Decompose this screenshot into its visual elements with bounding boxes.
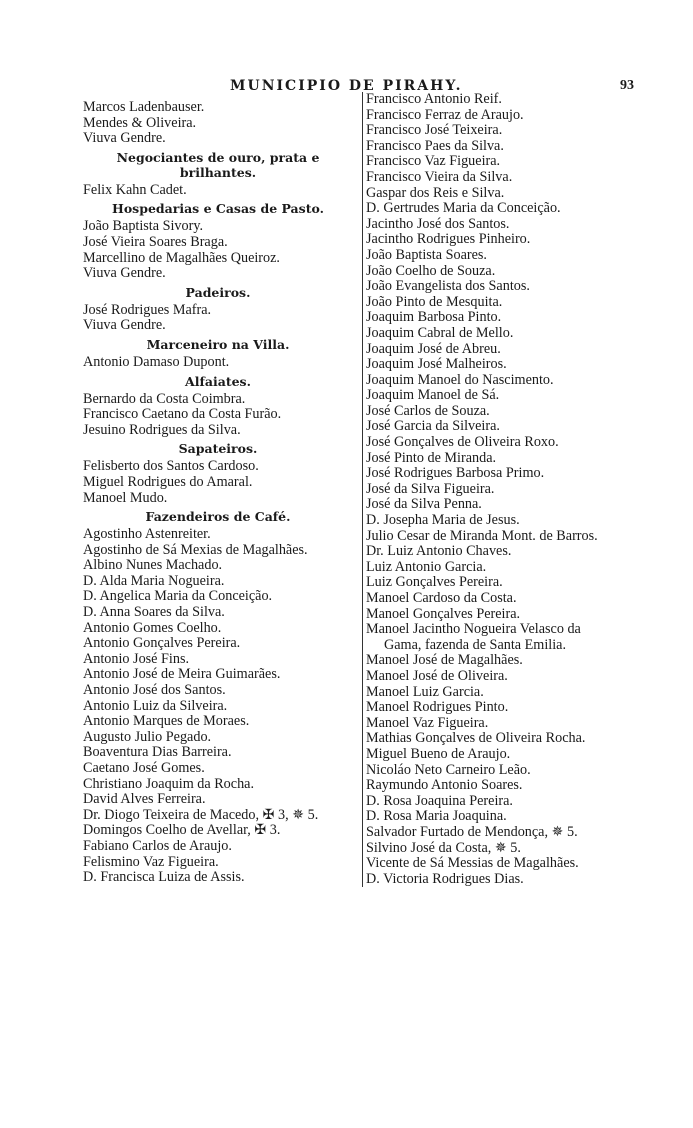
directory-entry: Joaquim Manoel do Nascimento. xyxy=(366,371,554,388)
directory-entry: Gama, fazenda de Santa Emilia. xyxy=(384,636,566,653)
directory-entry: José Garcia da Silveira. xyxy=(366,418,500,435)
directory-entry: Felismino Vaz Figueira. xyxy=(83,853,219,870)
directory-entry: Manoel José de Magalhães. xyxy=(366,652,523,669)
directory-entry: Antonio Marques de Moraes. xyxy=(83,713,250,730)
directory-entry: Augusto Julio Pegado. xyxy=(83,728,212,745)
directory-entry: Jacintho José dos Santos. xyxy=(366,215,510,232)
section-heading: Alfaiates. xyxy=(185,373,251,389)
directory-entry: José Carlos de Souza. xyxy=(366,402,490,419)
directory-entry: Caetano José Gomes. xyxy=(83,760,205,776)
section-heading: Hospedarias e Casas de Pasto. xyxy=(112,201,324,217)
directory-entry: Agostinho Astenreiter. xyxy=(83,526,211,543)
directory-entry: Antonio Luiz da Silveira. xyxy=(83,697,228,714)
directory-entry: D. Rosa Maria Joaquina. xyxy=(366,808,507,825)
directory-entry: Francisco Paes da Silva. xyxy=(366,137,504,154)
directory-entry: Manoel Gonçalves Pereira. xyxy=(366,605,521,622)
directory-entry: Albino Nunes Machado. xyxy=(83,557,223,574)
left-column xyxy=(83,100,353,886)
directory-entry: D. Josepha Maria de Jesus. xyxy=(366,512,520,529)
directory-entry: Miguel Rodrigues do Amaral. xyxy=(83,473,253,490)
directory-entry: Viuva Gendre. xyxy=(83,317,166,334)
directory-entry: José da Silva Penna. xyxy=(366,496,482,513)
directory-entry: David Alves Ferreira. xyxy=(83,791,206,808)
directory-entry: Raymundo Antonio Soares. xyxy=(366,777,523,794)
directory-entry: Jesuino Rodrigues da Silva. xyxy=(83,421,241,438)
directory-entry: D. Alda Maria Nogueira. xyxy=(83,572,225,589)
directory-entry: João Evangelista dos Santos. xyxy=(366,278,530,295)
directory-entry: Bernardo da Costa Coimbra. xyxy=(83,390,246,407)
directory-entry: Francisco Vaz Figueira. xyxy=(366,153,501,170)
directory-entry: Manoel Mudo. xyxy=(83,489,168,506)
section-heading: Padeiros. xyxy=(185,284,251,300)
directory-entry: Antonio José Fins. xyxy=(83,650,190,667)
directory-entry: Viuva Gendre. xyxy=(83,130,166,147)
section-heading: Negociantes de ouro, prata e brilhantes. xyxy=(116,149,320,180)
directory-entry: Domingos Coelho de Avellar, ✠ 3. xyxy=(83,822,281,839)
page-header-title: MUNICIPIO DE PIRAHY. xyxy=(230,78,463,94)
directory-entry: Francisco Vieira da Silva. xyxy=(366,168,513,185)
directory-entry: Mendes & Oliveira. xyxy=(83,114,197,131)
directory-entry: Julio Cesar de Miranda Mont. de Barros. xyxy=(366,527,598,544)
directory-entry: Miguel Bueno de Araujo. xyxy=(366,745,511,762)
directory-entry: Viuva Gendre. xyxy=(83,265,166,282)
directory-entry: Marcos Ladenbauser. xyxy=(83,99,205,115)
directory-entry: Francisco Antonio Reif. xyxy=(366,91,502,107)
directory-entry: João Baptista Sivory. xyxy=(83,218,204,235)
directory-entry: Jacintho Rodrigues Pinheiro. xyxy=(366,231,531,248)
directory-entry: Manoel Jacintho Nogueira Velasco da xyxy=(366,621,581,638)
directory-entry: Manoel Rodrigues Pinto. xyxy=(366,699,509,716)
directory-entry: Manoel Cardoso da Costa. xyxy=(366,590,517,606)
directory-entry: Manoel José de Oliveira. xyxy=(366,667,508,684)
directory-entry: Fabiano Carlos de Araujo. xyxy=(83,837,232,854)
directory-entry: João Baptista Soares. xyxy=(366,246,487,263)
section-heading: Marceneiro na Villa. xyxy=(146,336,290,352)
directory-entry: Felisberto dos Santos Cardoso. xyxy=(83,458,259,475)
directory-entry: Agostinho de Sá Mexias de Magalhães. xyxy=(83,541,308,558)
directory-entry: Felix Kahn Cadet. xyxy=(83,181,187,198)
directory-entry: Manoel Luiz Garcia. xyxy=(366,683,484,700)
directory-entry: Mathias Gonçalves de Oliveira Rocha. xyxy=(366,730,586,747)
right-column xyxy=(362,92,671,887)
directory-entry: João Coelho de Souza. xyxy=(366,262,496,279)
directory-entry: Joaquim José Malheiros. xyxy=(366,356,507,373)
directory-entry: D. Francisca Luiza de Assis. xyxy=(83,869,245,886)
directory-entry: D. Anna Soares da Silva. xyxy=(83,604,225,621)
directory-entry: Boaventura Dias Barreira. xyxy=(83,744,232,761)
directory-entry: Antonio Damaso Dupont. xyxy=(83,353,230,370)
directory-entry: José Rodrigues Barbosa Primo. xyxy=(366,465,545,482)
section-heading: Fazendeiros de Café. xyxy=(145,509,291,525)
directory-entry: José Rodrigues Mafra. xyxy=(83,301,212,318)
directory-entry: Antonio Gonçalves Pereira. xyxy=(83,635,241,652)
directory-entry: D. Gertrudes Maria da Conceição. xyxy=(366,200,561,217)
directory-entry: Joaquim Cabral de Mello. xyxy=(366,324,514,341)
directory-entry: D. Angelica Maria da Conceição. xyxy=(83,588,273,605)
directory-entry: Christiano Joaquim da Rocha. xyxy=(83,775,255,792)
directory-entry: Joaquim Manoel de Sá. xyxy=(366,387,500,404)
directory-entry: Salvador Furtado de Mendonça, ✵ 5. xyxy=(366,823,578,840)
directory-entry: Vicente de Sá Messias de Magalhães. xyxy=(366,855,579,872)
directory-entry: Luiz Antonio Garcia. xyxy=(366,558,487,575)
directory-entry: Francisco José Teixeira. xyxy=(366,122,503,139)
directory-entry: Francisco Caetano da Costa Furão. xyxy=(83,406,282,423)
directory-entry: Antonio José dos Santos. xyxy=(83,682,226,699)
directory-entry: Dr. Luiz Antonio Chaves. xyxy=(366,543,512,560)
directory-entry: D. Rosa Joaquina Pereira. xyxy=(366,792,513,809)
directory-entry: Joaquim José de Abreu. xyxy=(366,340,501,357)
directory-entry: D. Victoria Rodrigues Dias. xyxy=(366,870,524,887)
directory-entry: Silvino José da Costa, ✵ 5. xyxy=(366,839,521,856)
directory-entry: José da Silva Figueira. xyxy=(366,480,495,497)
directory-entry: Antonio José de Meira Guimarães. xyxy=(83,666,281,683)
section-heading: Sapateiros. xyxy=(178,441,258,457)
directory-entry: Francisco Ferraz de Araujo. xyxy=(366,106,524,123)
directory-entry: Antonio Gomes Coelho. xyxy=(83,619,222,636)
directory-entry: Luiz Gonçalves Pereira. xyxy=(366,574,503,591)
directory-entry: Joaquim Barbosa Pinto. xyxy=(366,309,502,326)
directory-entry: Nicoláo Neto Carneiro Leão. xyxy=(366,761,531,778)
directory-entry: Manoel Vaz Figueira. xyxy=(366,714,489,731)
directory-entry: Gaspar dos Reis e Silva. xyxy=(366,184,505,201)
directory-entry: José Vieira Soares Braga. xyxy=(83,233,228,250)
directory-entry: Marcellino de Magalhães Queiroz. xyxy=(83,249,280,266)
page-number: 93 xyxy=(620,78,634,93)
directory-entry: José Gonçalves de Oliveira Roxo. xyxy=(366,434,559,451)
directory-entry: José Pinto de Miranda. xyxy=(366,449,497,466)
directory-entry: João Pinto de Mesquita. xyxy=(366,293,503,310)
directory-entry: Dr. Diogo Teixeira de Macedo, ✠ 3, ✵ 5. xyxy=(83,806,319,823)
